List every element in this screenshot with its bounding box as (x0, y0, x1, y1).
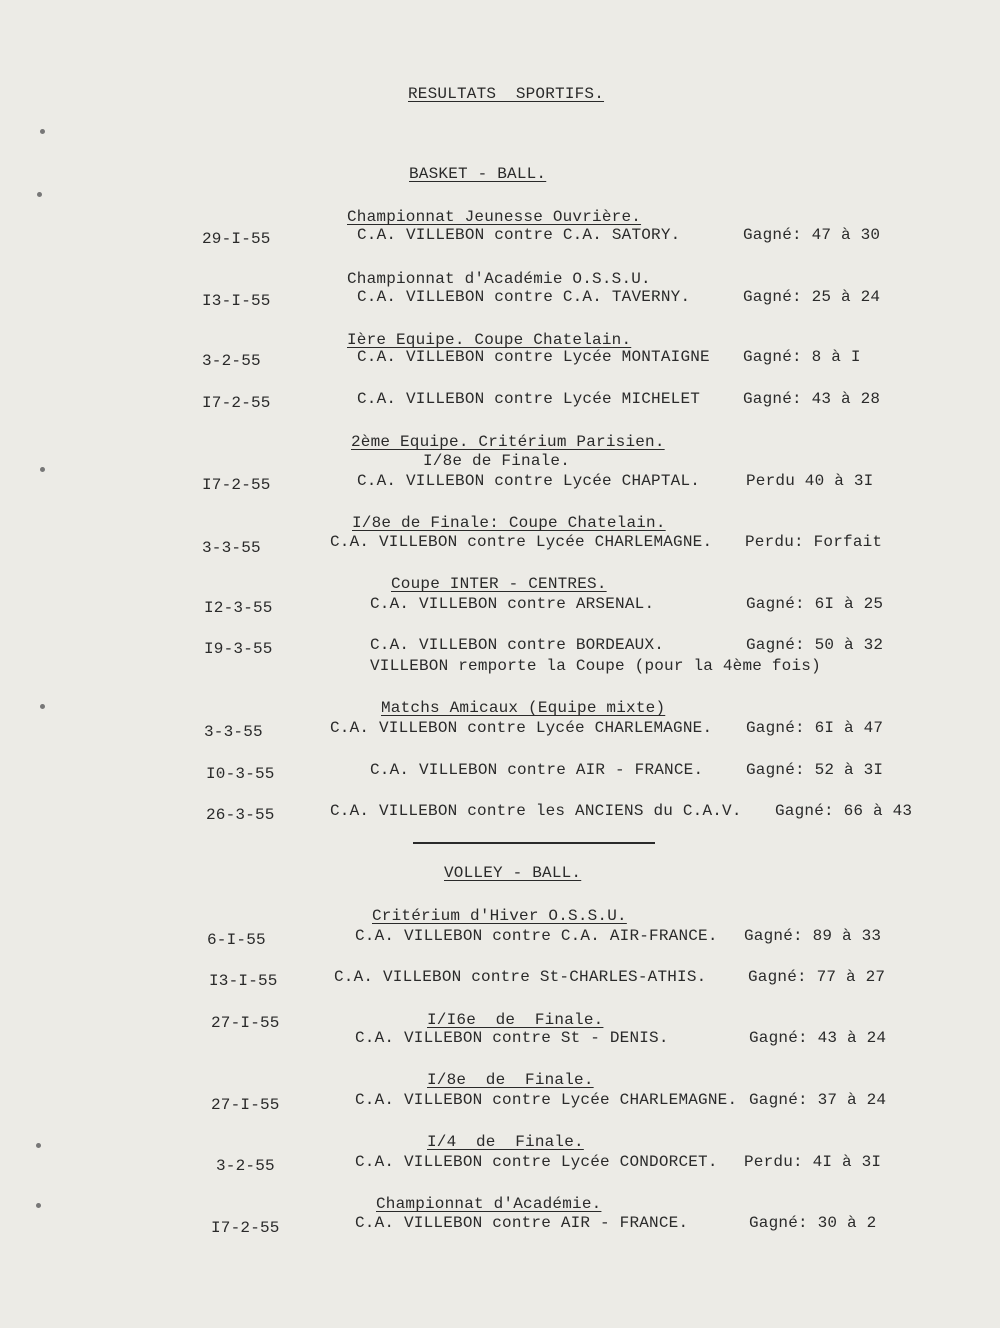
match-date: I9-3-55 (204, 640, 273, 658)
match-teams: C.A. VILLEBON contre AIR - FRANCE. (355, 1214, 689, 1232)
match-date: I3-I-55 (202, 292, 271, 310)
match-teams: C.A. VILLEBON contre St - DENIS. (355, 1029, 669, 1047)
competition-label: Critérium d'Hiver O.S.S.U. (372, 907, 627, 925)
match-teams: C.A. VILLEBON contre Lycée CHAPTAL. (357, 472, 701, 490)
match-result: Gagné: 6I à 47 (746, 719, 884, 737)
match-result: Gagné: 43 à 24 (749, 1029, 887, 1047)
match-date: I0-3-55 (206, 765, 275, 783)
match-result: Perdu: 4I à 3I (744, 1153, 882, 1171)
competition-label: Championnat d'Académie. (376, 1195, 602, 1213)
section-heading-volley: VOLLEY - BALL. (444, 864, 582, 882)
match-note: VILLEBON remporte la Coupe (pour la 4ème fois) (370, 657, 821, 675)
match-teams: C.A. VILLEBON contre Lycée CHARLEMAGNE. (330, 533, 713, 551)
binder-hole (36, 1143, 41, 1148)
match-date: 6-I-55 (207, 931, 266, 949)
match-date: I2-3-55 (204, 599, 273, 617)
match-result: Gagné: 50 à 32 (746, 636, 884, 654)
competition-label: Ière Equipe. Coupe Chatelain. (347, 331, 632, 349)
match-teams: C.A. VILLEBON contre St-CHARLES-ATHIS. (334, 968, 707, 986)
competition-label: I/4 de Finale. (427, 1133, 584, 1151)
match-teams: C.A. VILLEBON contre C.A. TAVERNY. (357, 288, 691, 306)
match-teams: C.A. VILLEBON contre Lycée CHARLEMAGNE. (330, 719, 713, 737)
match-result: Perdu: Forfait (745, 533, 883, 551)
match-date: I7-2-55 (211, 1219, 280, 1237)
competition-label: I/8e de Finale. (427, 1071, 594, 1089)
match-teams: C.A. VILLEBON contre Lycée CHARLEMAGNE. (355, 1091, 738, 1109)
match-result: Gagné: 77 à 27 (748, 968, 886, 986)
match-teams: C.A. VILLEBON contre Lycée CONDORCET. (355, 1153, 718, 1171)
match-result: Gagné: 47 à 30 (743, 226, 881, 244)
match-date: 3-3-55 (202, 539, 261, 557)
match-result: Gagné: 52 à 3I (746, 761, 884, 779)
match-result: Gagné: 30 à 2 (749, 1214, 877, 1232)
match-date: 3-2-55 (202, 352, 261, 370)
match-teams: C.A. VILLEBON contre ARSENAL. (370, 595, 655, 613)
match-teams: C.A. VILLEBON contre C.A. SATORY. (357, 226, 681, 244)
match-teams: C.A. VILLEBON contre BORDEAUX. (370, 636, 665, 654)
section-heading-basket: BASKET - BALL. (409, 165, 547, 183)
match-date: 3-2-55 (216, 1157, 275, 1175)
match-teams: C.A. VILLEBON contre Lycée MICHELET (357, 390, 701, 408)
competition-label: Championnat Jeunesse Ouvrière. (347, 208, 642, 226)
match-teams: C.A. VILLEBON contre Lycée MONTAIGNE (357, 348, 710, 366)
match-teams: C.A. VILLEBON contre les ANCIENS du C.A.V. (330, 802, 742, 820)
match-date: I7-2-55 (202, 394, 271, 412)
competition-label: I/8e de Finale: Coupe Chatelain. (352, 514, 666, 532)
match-date: 29-I-55 (202, 230, 271, 248)
competition-label: Championnat d'Académie O.S.S.U. (347, 270, 651, 288)
match-result: Gagné: 6I à 25 (746, 595, 884, 613)
match-result: Perdu 40 à 3I (746, 472, 874, 490)
match-result: Gagné: 25 à 24 (743, 288, 881, 306)
match-date: 27-I-55 (211, 1096, 280, 1114)
binder-hole (40, 704, 45, 709)
match-teams: C.A. VILLEBON contre AIR - FRANCE. (370, 761, 704, 779)
competition-label: 2ème Equipe. Critérium Parisien. (351, 433, 665, 451)
match-result: Gagné: 43 à 28 (743, 390, 881, 408)
competition-sublabel: I/8e de Finale. (423, 452, 571, 470)
binder-hole (40, 129, 45, 134)
match-date: 26-3-55 (206, 806, 275, 824)
match-result: Gagné: 37 à 24 (749, 1091, 887, 1109)
competition-label: Matchs Amicaux (Equipe mixte) (381, 699, 666, 717)
match-date: I7-2-55 (202, 476, 271, 494)
match-date: 3-3-55 (204, 723, 263, 741)
section-divider (413, 842, 655, 844)
competition-label: I/I6e de Finale. (427, 1011, 604, 1029)
match-teams: C.A. VILLEBON contre C.A. AIR-FRANCE. (355, 927, 718, 945)
match-result: Gagné: 66 à 43 (775, 802, 913, 820)
competition-label: Coupe INTER - CENTRES. (391, 575, 607, 593)
page-title: RESULTATS SPORTIFS. (408, 85, 605, 103)
binder-hole (40, 467, 45, 472)
match-result: Gagné: 8 à I (743, 348, 861, 366)
match-date: I3-I-55 (209, 972, 278, 990)
match-date: 27-I-55 (211, 1014, 280, 1032)
binder-hole (36, 1203, 41, 1208)
binder-hole (37, 192, 42, 197)
match-result: Gagné: 89 à 33 (744, 927, 882, 945)
